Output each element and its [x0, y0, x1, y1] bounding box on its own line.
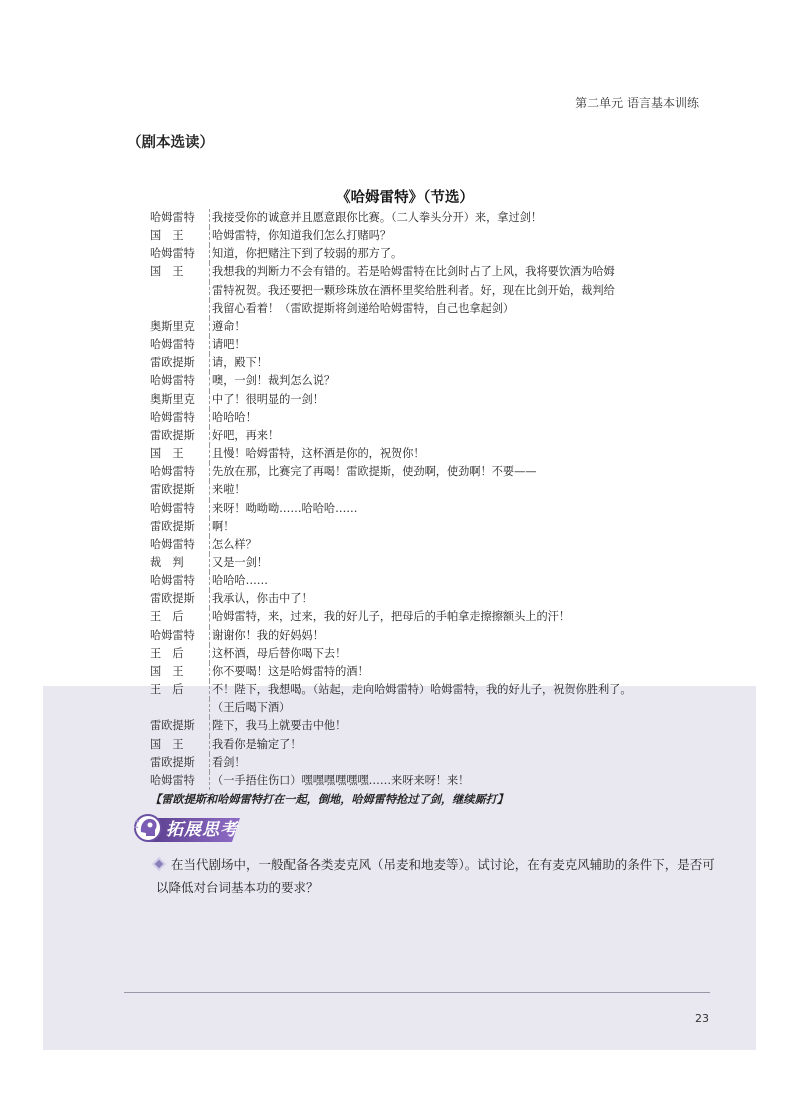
speaker-name: 王 后: [150, 681, 210, 699]
speech-text: 好吧，再来！: [212, 428, 280, 442]
speech-text: 先放在那，比赛完了再喝！雷欧提斯，使劲啊，使劲啊！不要——: [212, 465, 537, 479]
speech-text: 你不要喝！这是哈姆雷特的酒！: [212, 664, 369, 678]
speaker-name: 哈姆雷特: [150, 627, 210, 645]
dialogue-lines: [150, 209, 710, 790]
speech-text: 怎么样？: [212, 537, 257, 551]
speaker-name: 国 王: [150, 227, 210, 245]
dialogue-line: [150, 481, 710, 499]
speaker-name: 雷欧提斯: [150, 427, 210, 445]
speaker-name: 哈姆雷特: [150, 336, 210, 354]
dialogue-line: [150, 282, 710, 300]
dialogue-line: [150, 318, 710, 336]
dialogue-line: [150, 245, 710, 263]
speech-text: 我看你是输定了！: [212, 737, 302, 751]
script-body: [150, 209, 710, 808]
speech-text: 知道，你把赌注下到了较弱的那方了。: [212, 247, 403, 261]
speaker-name: [150, 699, 210, 717]
speaker-name: 雷欧提斯: [150, 590, 210, 608]
speech-text: 请吧！: [212, 338, 246, 352]
stage-direction: 【雷欧提斯和哈姆雷特打在一起，倒地，哈姆雷特抢过了剑，继续厮打】: [150, 792, 509, 806]
dialogue-line: [150, 427, 710, 445]
dialogue-line: [150, 336, 710, 354]
speech-text: 哈哈哈……: [212, 574, 268, 588]
speaker-name: 国 王: [150, 263, 210, 281]
dialogue-line: [150, 500, 710, 518]
speaker-name: 哈姆雷特: [150, 500, 210, 518]
bullet-diamond-icon: [155, 860, 163, 868]
dialogue-line: [150, 372, 710, 390]
speech-text: 看剑！: [212, 755, 246, 769]
speaker-name: 国 王: [150, 445, 210, 463]
dialogue-line: [150, 572, 710, 590]
speech-text: 我接受你的诚意并且愿意跟你比赛。（二人拳头分开）来，拿过剑！: [212, 211, 543, 224]
speech-text: 不！陛下，我想喝。（站起，走向哈姆雷特）哈姆雷特，我的好儿子，祝贺你胜利了。: [212, 683, 632, 697]
speaker-name: 哈姆雷特: [150, 409, 210, 427]
speaker-name: 国 王: [150, 663, 210, 681]
dialogue-line: [150, 536, 710, 554]
dialogue-line: [150, 681, 710, 699]
dialogue-line: [150, 263, 710, 281]
footer-divider: [124, 992, 710, 993]
speaker-name: 雷欧提斯: [150, 754, 210, 772]
speaker-name: 国 王: [150, 736, 210, 754]
dialogue-line: [150, 554, 710, 572]
speaker-name: 雷欧提斯: [150, 481, 210, 499]
speaker-name: 雷欧提斯: [150, 354, 210, 372]
speech-text: 遵命！: [212, 319, 246, 333]
dialogue-line: [150, 209, 710, 227]
speech-text: 雷特祝贺。我还要把一颗珍珠放在酒杯里奖给胜利者。好，现在比剑开始，裁判给: [212, 283, 615, 297]
speech-text: 我留心看着！（雷欧提斯将剑递给哈姆雷特，自己也拿起剑）: [212, 301, 515, 315]
dialogue-line: [150, 608, 710, 626]
thinking-question: [156, 853, 716, 899]
speech-text: 来啦！: [212, 483, 246, 497]
speaker-name: 哈姆雷特: [150, 772, 210, 790]
dialogue-line: [150, 409, 710, 427]
speaker-name: 哈姆雷特: [150, 245, 210, 263]
dialogue-line: [150, 354, 710, 372]
speech-text: 中了！很明显的一剑！: [212, 392, 324, 406]
speaker-name: 哈姆雷特: [150, 209, 210, 227]
extended-thinking-badge: [132, 808, 242, 846]
dialogue-line: [150, 699, 710, 717]
dialogue-line: [150, 772, 710, 790]
speech-text: 且慢！哈姆雷特，这杯酒是你的，祝贺你！: [212, 447, 425, 461]
dialogue-line: [150, 663, 710, 681]
speech-text: 哈哈哈！: [212, 410, 257, 424]
page-number: 23: [695, 1012, 709, 1025]
speaker-name: 王 后: [150, 645, 210, 663]
speaker-name: 奥斯里克: [150, 391, 210, 409]
speech-text: 我想我的判断力不会有错的。若是哈姆雷特在比剑时占了上风，我将要饮酒为哈姆: [212, 265, 615, 279]
extended-thinking-title: 拓展思考: [166, 820, 238, 840]
dialogue-line: [150, 445, 710, 463]
speech-text: 陛下，我马上就要击中他！: [212, 719, 347, 733]
speech-text: 谢谢你！我的好妈妈！: [212, 628, 324, 642]
unit-header: 第二单元 语言基本训练: [575, 96, 699, 110]
speech-text: 请，殿下！: [212, 356, 268, 370]
play-title: 《哈姆雷特》（节选）: [336, 190, 474, 206]
dialogue-line: [150, 227, 710, 245]
speech-text: 噢，一剑！裁判怎么说？: [212, 374, 336, 388]
speaker-name: [150, 300, 210, 318]
speech-text: （王后喝下酒）: [212, 701, 291, 715]
speaker-name: [150, 282, 210, 300]
speaker-name: 奥斯里克: [150, 318, 210, 336]
speaker-name: 裁 判: [150, 554, 210, 572]
speaker-name: 哈姆雷特: [150, 463, 210, 481]
speech-text: 这杯酒，母后替你喝下去！: [212, 646, 347, 660]
dialogue-line: [150, 590, 710, 608]
speech-text: 啊！: [212, 519, 235, 533]
speech-text: 来呀！呦呦呦……哈哈哈……: [212, 501, 358, 515]
dialogue-line: [150, 518, 710, 536]
dialogue-line: [150, 463, 710, 481]
dialogue-line: [150, 627, 710, 645]
dialogue-line: [150, 717, 710, 735]
speech-text: 我承认，你击中了！: [212, 592, 313, 606]
speech-text: 哈姆雷特，来，过来，我的好儿子，把母后的手帕拿走擦擦额头上的汗！: [212, 610, 571, 624]
speaker-name: 哈姆雷特: [150, 536, 210, 554]
speaker-name: 哈姆雷特: [150, 372, 210, 390]
speaker-name: 王 后: [150, 608, 210, 626]
dialogue-line: [150, 754, 710, 772]
speaker-name: 雷欧提斯: [150, 518, 210, 536]
speaker-name: 哈姆雷特: [150, 572, 210, 590]
speaker-name: 雷欧提斯: [150, 717, 210, 735]
dialogue-line: [150, 300, 710, 318]
question-text: 在当代剧场中，一般配备各类麦克风（吊麦和地麦等）。试讨论，在有麦克风辅助的条件下，是否可以降低对台词基本功的要求？: [156, 857, 715, 895]
section-label: （剧本选读）: [127, 135, 214, 151]
speech-text: 哈姆雷特，你知道我们怎么打赌吗？: [212, 229, 392, 243]
dialogue-line: [150, 645, 710, 663]
speech-text: （一手捂住伤口）嘿嘿嘿嘿嘿嘿……来呀来呀！来！: [212, 773, 470, 787]
speech-text: 又是一剑！: [212, 555, 268, 569]
dialogue-line: [150, 391, 710, 409]
dialogue-line: [150, 736, 710, 754]
